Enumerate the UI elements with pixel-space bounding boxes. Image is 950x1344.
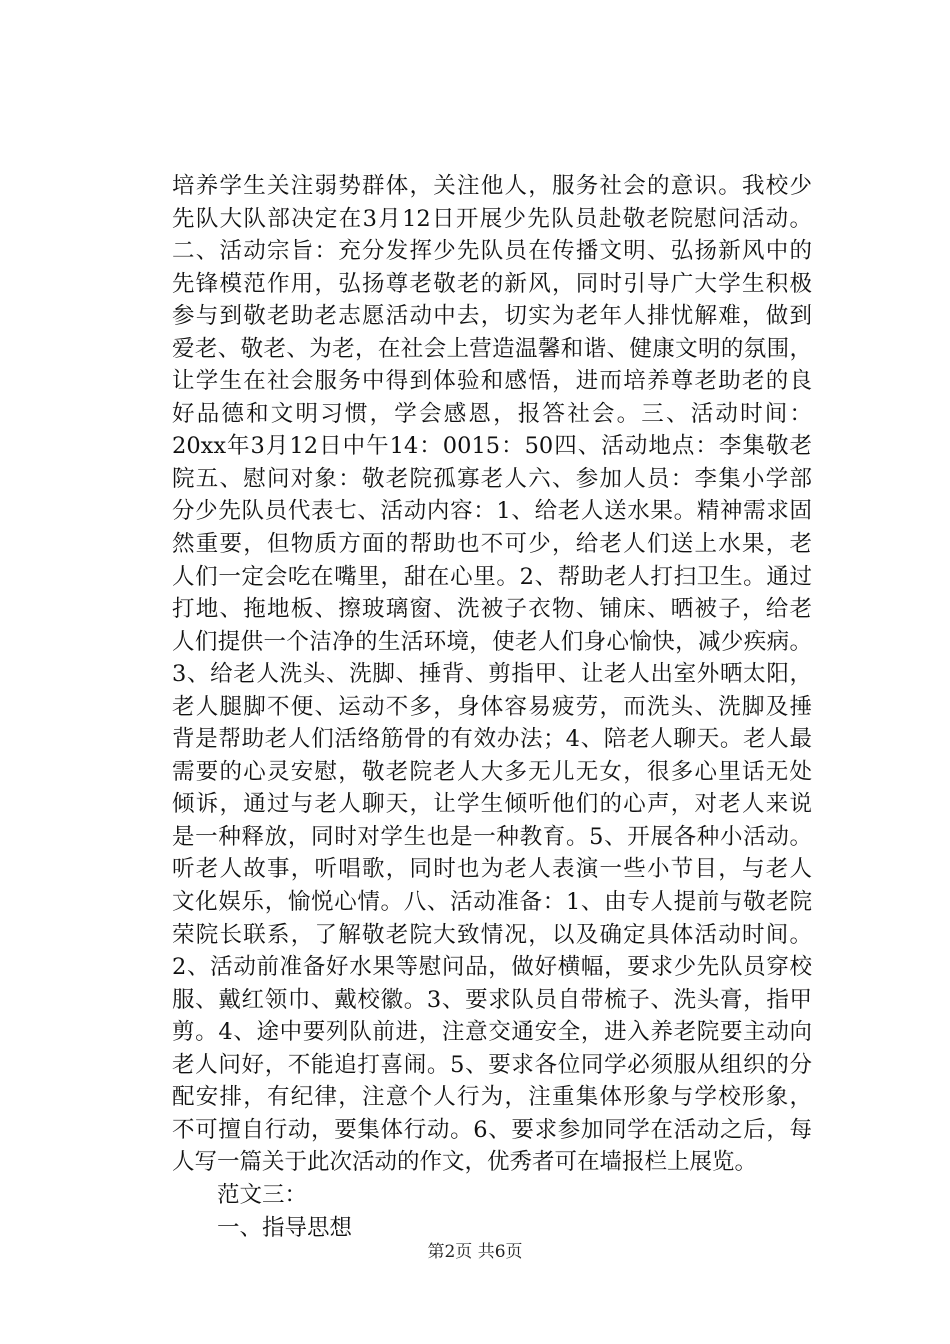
text-line: 倾诉，通过与老人聊天，让学生倾听他们的心声，对老人来说 xyxy=(172,791,812,818)
text-line: 是一种释放，同时对学生也是一种教育。5、开展各种小活动。 xyxy=(172,823,812,850)
text-line: 老人问好，不能追打喜闹。5、要求各位同学必须服从组织的分 xyxy=(172,1051,812,1078)
text-line: 荣院长联系，了解敬老院大致情况，以及确定具体活动时间。 xyxy=(172,921,812,948)
body-text xyxy=(172,170,812,1244)
section-heading xyxy=(172,1179,812,1212)
text-line: 先队大队部决定在3月12日开展少先队员赴敬老院慰问活动。 xyxy=(172,205,812,232)
subsection-heading-text: 一、指导思想 xyxy=(217,1214,353,1241)
section-heading-text: 范文三： xyxy=(217,1181,308,1208)
text-line: 配安排，有纪律，注意个人行为，注重集体形象与学校形象， xyxy=(172,1084,812,1111)
text-line: 培养学生关注弱势群体，关注他人，服务社会的意识。我校少 xyxy=(172,173,812,199)
text-line: 2、活动前准备好水果等慰问品，做好横幅，要求少先队员穿校 xyxy=(172,954,812,981)
text-line: 二、活动宗旨：充分发挥少先队员在传播文明、弘扬新风中的 xyxy=(172,238,812,265)
text-line: 院五、慰问对象：敬老院孤寡老人六、参加人员：李集小学部 xyxy=(172,465,812,492)
text-line: 好品德和文明习惯，学会感恩，报答社会。三、活动时间： xyxy=(172,400,812,427)
page-number: 第2页 共6页 xyxy=(427,1242,523,1262)
text-line: 人写一篇关于此次活动的作文，优秀者可在墙报栏上展览。 xyxy=(172,1149,758,1176)
text-line: 爱老、敬老、为老，在社会上营造温馨和谐、健康文明的氛围， xyxy=(172,335,812,362)
text-line: 人们提供一个洁净的生活环境，使老人们身心愉快，减少疾病。 xyxy=(172,628,812,655)
text-line: 20xx年3月12日中午14：0015：50四、活动地点：李集敬老 xyxy=(172,433,812,460)
text-line: 文化娱乐，愉悦心情。八、活动准备：1、由专人提前与敬老院 xyxy=(172,889,812,916)
text-line: 背是帮助老人们活络筋骨的有效办法；4、陪老人聊天。老人最 xyxy=(172,726,812,753)
text-line: 先锋模范作用，弘扬尊老敬老的新风，同时引导广大学生积极 xyxy=(172,270,812,297)
text-line: 参与到敬老助老志愿活动中去，切实为老年人排忧解难，做到 xyxy=(172,303,812,330)
text-line: 分少先队员代表七、活动内容：1、给老人送水果。精神需求固 xyxy=(172,498,812,525)
text-line: 服、戴红领巾、戴校徽。3、要求队员自带梳子、洗头膏，指甲 xyxy=(172,986,812,1013)
text-line: 然重要，但物质方面的帮助也不可少，给老人们送上水果，老 xyxy=(172,531,812,558)
text-line: 需要的心灵安慰，敬老院老人大多无儿无女，很多心里话无处 xyxy=(172,758,812,785)
text-line: 不可擅自行动，要集体行动。6、要求参加同学在活动之后，每 xyxy=(172,1116,812,1143)
text-line: 人们一定会吃在嘴里，甜在心里。2、帮助老人打扫卫生。通过 xyxy=(172,563,812,590)
text-line: 听老人故事，听唱歌，同时也为老人表演一些小节目，与老人 xyxy=(172,856,812,883)
text-line: 打地、拖地板、擦玻璃窗、洗被子衣物、铺床、晒被子，给老 xyxy=(172,596,812,623)
text-line: 让学生在社会服务中得到体验和感悟，进而培养尊老助老的良 xyxy=(172,368,812,395)
text-line: 老人腿脚不便、运动不多，身体容易疲劳，而洗头、洗脚及捶 xyxy=(172,693,812,720)
text-line: 3、给老人洗头、洗脚、捶背、剪指甲、让老人出室外晒太阳， xyxy=(172,661,812,688)
text-line: 剪。4、途中要列队前进，注意交通安全，进入养老院要主动向 xyxy=(172,1019,812,1046)
page-footer xyxy=(0,1240,950,1264)
